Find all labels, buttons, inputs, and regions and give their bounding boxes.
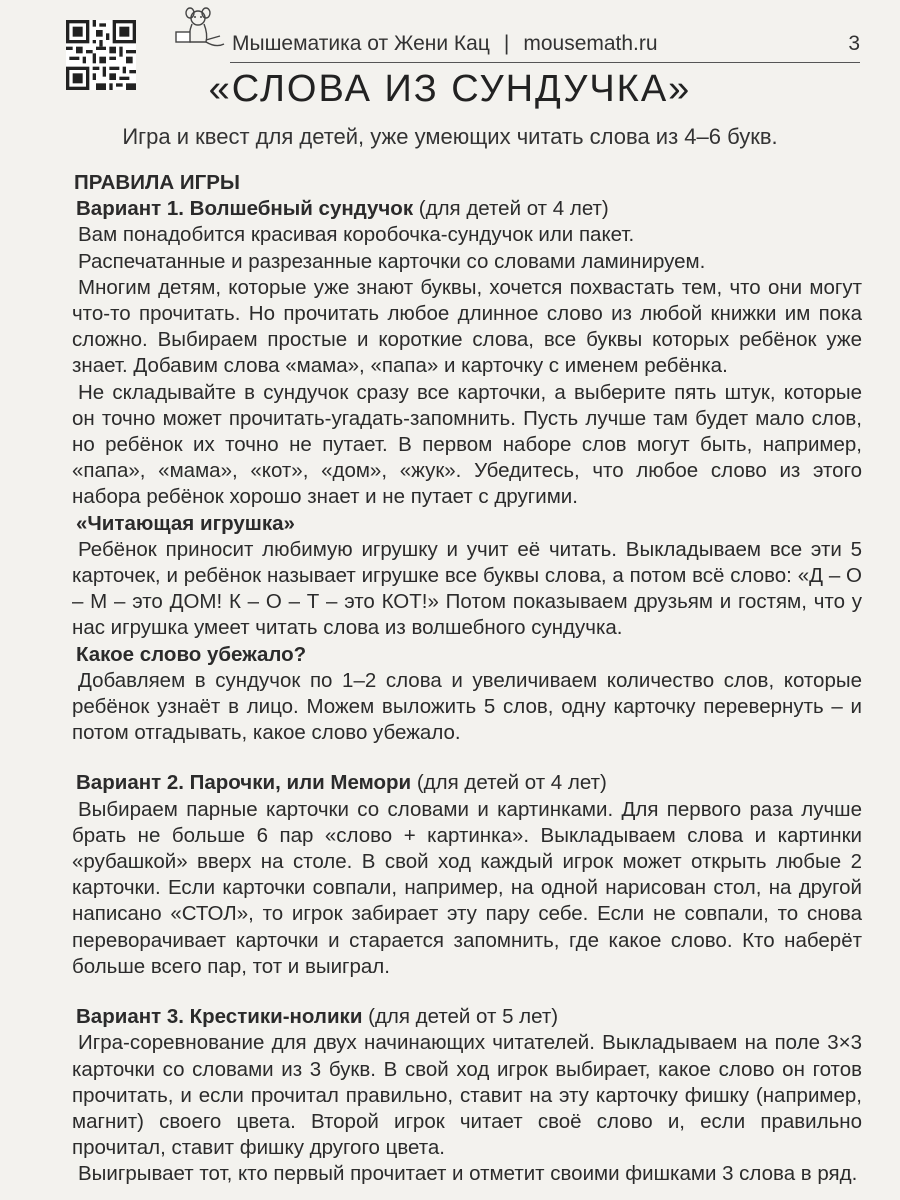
page-number: 3 — [848, 32, 860, 55]
runaway-word-text: Добавляем в сундучок по 1–2 слова и увеличиваем количество слов, которые ребёнок узнаёт в лицо. Можем выложить 5 слов, одну карточку перевернуть – и потом отгадывать, какое слово убежало. — [72, 668, 862, 745]
variant1-paragraph-3: Многим детям, которые уже знают буквы, хочется похвастать тем, что они могут что-то прочитать. Но прочитать любое длинное слово из любой книжки им пока сложно. Выбираем простые и короткие слова, все буквы которых ребёнок уже знает. Добавим слова «мама», «папа» и карточку с именем ребёнка. — [72, 275, 862, 378]
brand-name: Мышематика от Жени Кац — [232, 32, 490, 55]
site-name: mousemath.ru — [523, 32, 658, 55]
variant1-paragraph-4: Не складывайте в сундучок сразу все карточки, а выберите пять штук, которые он точно может прочитать-угадать-запомнить. Пусть лучше там будет мало слов, но ребёнок их точно не путает. В первом наборе слов могут быть, например, «папа», «мама», «кот», «дом», «жук». Убедитесь, что любое слово из этого набора ребёнок хорошо знает и не путает с другими. — [72, 380, 862, 509]
variant3-heading: Вариант 3. Крестики-нолики — [76, 1005, 363, 1029]
variant1-heading: Вариант 1. Волшебный сундучок — [76, 197, 414, 221]
variant3-paragraph-1: Игра-соревнование для двух начинающих читателей. Выкладываем на поле 3×3 карточки со словами из 3 букв. В свой ход игрок выбирает, какое слово он готов прочитать, и если прочитал правильно, ставит на эту карточку фишку (например, магнит) своего цвета. Второй игрок читает своё слово и, если правильно прочитал, ставит фишку другого цвета. — [72, 1031, 862, 1160]
variant2-text: Выбираем парные карточки со словами и картинками. Для первого раза лучше брать не больше 6 пар «слово + картинка». Выкладываем слова и картинки «рубашкой» вверх на столе. В свой ход каждый игрок может открыть любые 2 карточки. Если карточки совпали, например, на одной нарисован стол, на другой написано «СТОЛ», то игрок забирает эту пару себе. Если не совпали, то снова переворачивает карточки и старается запомнить, где какое слово. Кто наберёт больше всего пар, тот и выиграл. — [72, 797, 862, 978]
reading-toy-text: Ребёнок приносит любимую игрушку и учит её читать. Выкладываем все эти 5 карточек, и ребёнок называет игрушке все буквы слова, а потом всё слово: «Д – О – М – это ДОМ! К – О – Т – это КОТ!» Потом показываем друзьям и гостям, что у нас игрушка умеет читать слова из волшебного сундучка. — [72, 537, 862, 640]
page-header — [232, 32, 658, 56]
variant1-age: (для детей от 4 лет) — [413, 197, 609, 221]
variant1-paragraph-2: Распечатанные и разрезанные карточки со словами ламинируем. — [78, 249, 706, 273]
section-gap — [72, 980, 862, 1004]
rules-heading: ПРАВИЛА ИГРЫ — [74, 171, 240, 194]
variant3-heading-line — [76, 1004, 862, 1030]
variant3-paragraph-2: Выигрывает тот, кто первый прочитает и отметит своими фишками 3 слова в ряд. — [78, 1162, 858, 1186]
header-rule — [230, 62, 860, 63]
variant2-heading-line — [76, 770, 862, 796]
page-subtitle: Игра и квест для детей, уже умеющих читать слова из 4–6 букв. — [122, 124, 778, 149]
header-separator: | — [503, 32, 510, 55]
section-gap — [72, 746, 862, 770]
variant1-heading-line — [76, 196, 862, 222]
variant2-age: (для детей от 4 лет) — [411, 771, 607, 795]
mouse-logo-icon — [168, 4, 228, 54]
reading-toy-heading: «Читающая игрушка» — [76, 511, 295, 535]
variant3-age: (для детей от 5 лет) — [362, 1005, 559, 1029]
variant2-heading: Вариант 2. Парочки, или Мемори — [76, 771, 412, 795]
runaway-word-heading: Какое слово убежало? — [76, 642, 307, 666]
variant1-paragraph-1: Вам понадобится красивая коробочка-сундучок или пакет. — [78, 223, 635, 247]
page-title: «СЛОВА ИЗ СУНДУЧКА» — [208, 68, 692, 110]
main-content — [72, 170, 862, 1188]
